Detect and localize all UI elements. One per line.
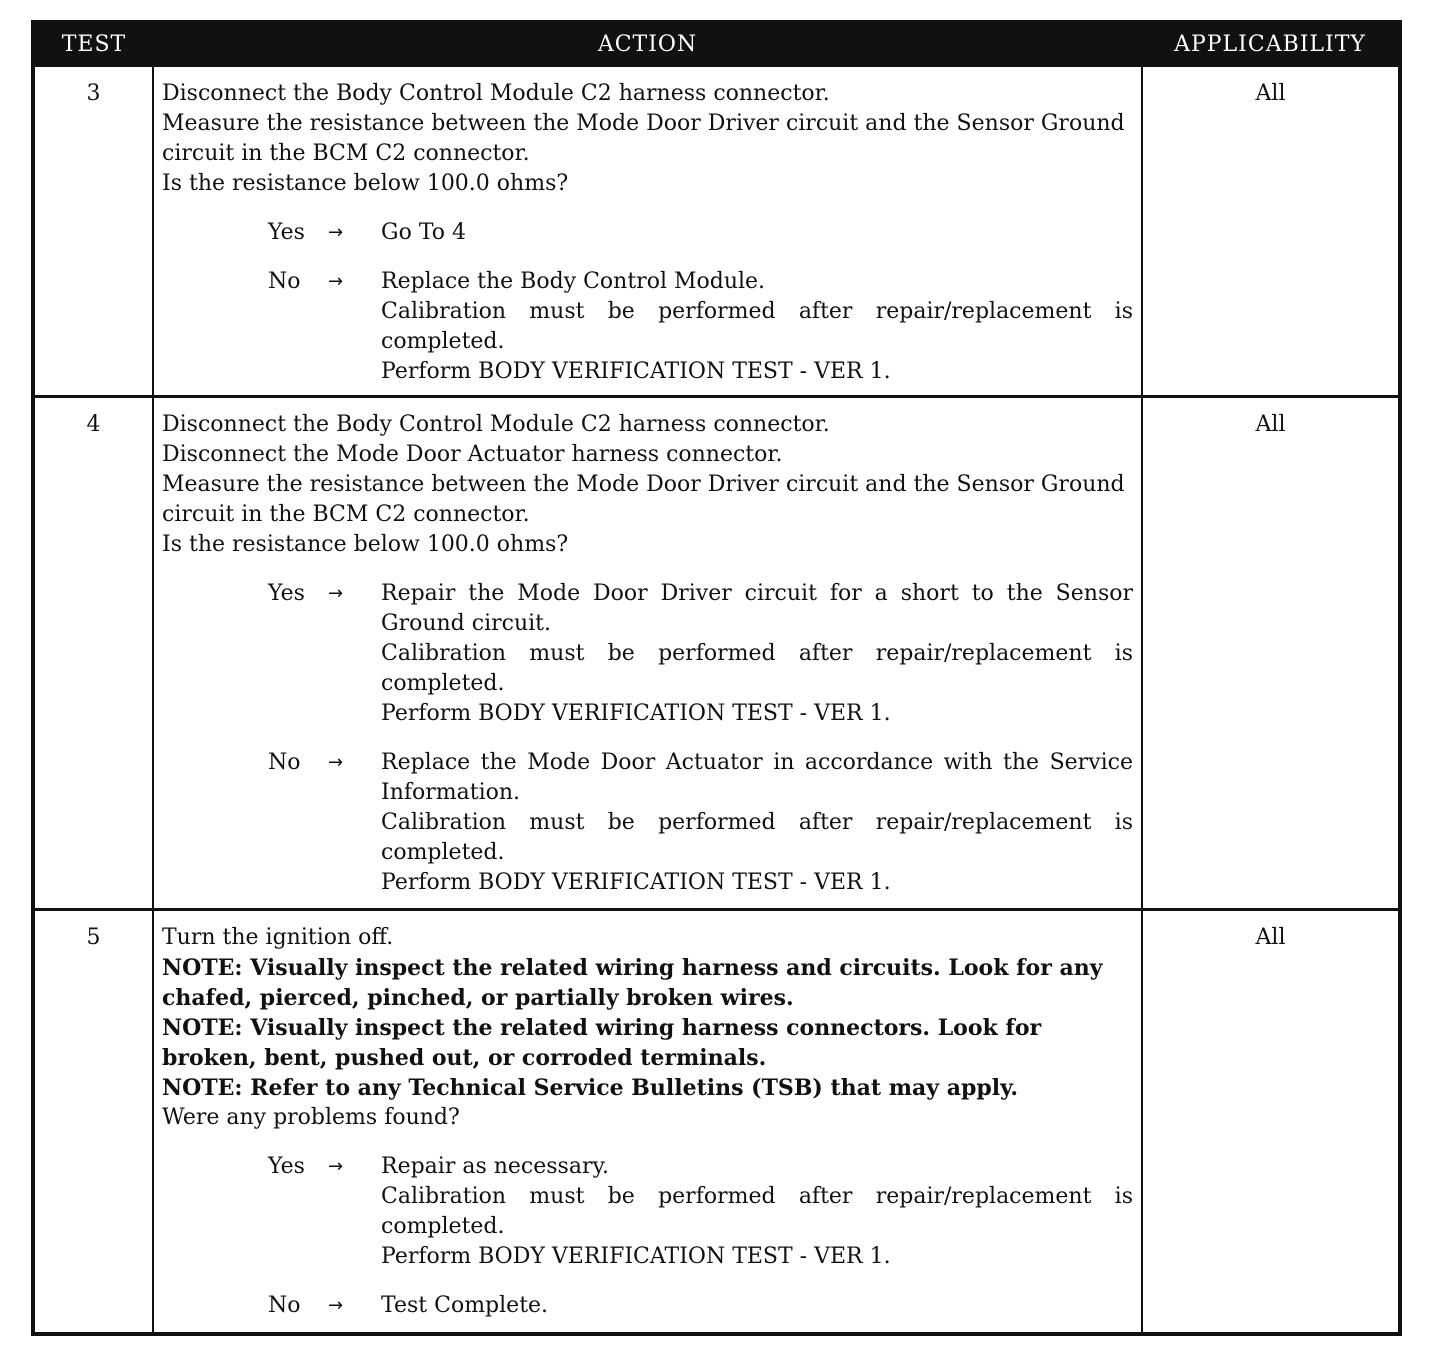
action-cell (153, 397, 1142, 910)
header-test: TEST (33, 22, 153, 66)
header-applicability: APPLICABILITY (1142, 22, 1400, 66)
branch-step: Go To 4 (381, 220, 467, 245)
no-branch (268, 267, 1133, 387)
action-cell (153, 66, 1142, 397)
branch-step: Perform BODY VERIFICATION TEST - VER 1. (381, 701, 891, 726)
no-branch (268, 748, 1133, 898)
action-line: Is the resistance below 100.0 ohms? (162, 532, 569, 557)
no-steps (381, 748, 1133, 898)
branch-step: Repair as necessary. (381, 1154, 609, 1179)
note-text: NOTE: Refer to any Technical Service Bulletins (TSB) that may apply. (162, 1075, 1018, 1101)
arrow-right-icon: → (328, 1156, 344, 1177)
diagnostic-test-table (31, 20, 1402, 1336)
branch-step: Replace the Mode Door Actuator in accordance with the Service Information. (381, 750, 1133, 805)
diagnostic-procedure-page (31, 20, 1398, 1336)
table-row (33, 910, 1400, 1334)
test-number: 5 (33, 910, 153, 1334)
arrow-right-icon: → (328, 271, 344, 292)
branch-step: Perform BODY VERIFICATION TEST - VER 1. (381, 359, 891, 384)
yes-branch (268, 1152, 1133, 1272)
arrow-right-icon: → (328, 1295, 344, 1316)
no-label: No (268, 269, 301, 294)
no-branch (268, 1291, 1133, 1321)
action-line: Measure the resistance between the Mode Door Driver circuit and the Sensor Ground circuit in the BCM C2 connector. (162, 111, 1125, 166)
branch-step: Replace the Body Control Module. (381, 269, 766, 294)
yes-label: Yes (268, 1154, 305, 1179)
yes-branch (268, 218, 1133, 248)
note-text: NOTE: Visually inspect the related wiring harness connectors. Look for broken, bent, pushed out, or corroded terminals. (162, 1015, 1042, 1071)
action-question: Were any problems found? (162, 1105, 460, 1130)
table-row (33, 66, 1400, 397)
action-line: Is the resistance below 100.0 ohms? (162, 171, 569, 196)
branch-step: Repair the Mode Door Driver circuit for a short to the Sensor Ground circuit. (381, 581, 1133, 636)
branch-step: Calibration must be performed after repair/replacement is completed. (381, 299, 1133, 354)
yes-label: Yes (268, 220, 305, 245)
action-line: Disconnect the Mode Door Actuator harness connector. (162, 442, 783, 467)
test-number: 3 (33, 66, 153, 397)
branch-step: Perform BODY VERIFICATION TEST - VER 1. (381, 1244, 891, 1269)
table-row (33, 397, 1400, 910)
note-text: NOTE: Visually inspect the related wiring harness and circuits. Look for any chafed, pierced, pinched, or partially broken wires. (162, 955, 1103, 1011)
no-steps (381, 1291, 1133, 1321)
no-label: No (268, 1293, 301, 1318)
header-row (33, 22, 1400, 66)
action-line: Measure the resistance between the Mode Door Driver circuit and the Sensor Ground circuit in the BCM C2 connector. (162, 472, 1125, 527)
branch-step: Perform BODY VERIFICATION TEST - VER 1. (381, 870, 891, 895)
yes-steps (381, 579, 1133, 729)
applicability-cell: All (1142, 66, 1400, 397)
branch-step: Test Complete. (381, 1293, 549, 1318)
action-cell (153, 910, 1142, 1334)
applicability-cell: All (1142, 397, 1400, 910)
yes-steps (381, 218, 1133, 248)
applicability-cell: All (1142, 910, 1400, 1334)
arrow-right-icon: → (328, 222, 344, 243)
action-line: Disconnect the Body Control Module C2 harness connector. (162, 81, 830, 106)
branch-step: Calibration must be performed after repair/replacement is completed. (381, 810, 1133, 865)
test-number: 4 (33, 397, 153, 910)
branch-step: Calibration must be performed after repair/replacement is completed. (381, 641, 1133, 696)
arrow-right-icon: → (328, 583, 344, 604)
branch-step: Calibration must be performed after repair/replacement is completed. (381, 1184, 1133, 1239)
action-line: Disconnect the Body Control Module C2 harness connector. (162, 412, 830, 437)
no-label: No (268, 750, 301, 775)
yes-steps (381, 1152, 1133, 1272)
action-line: Turn the ignition off. (162, 925, 394, 950)
arrow-right-icon: → (328, 752, 344, 773)
yes-branch (268, 579, 1133, 729)
yes-label: Yes (268, 581, 305, 606)
header-action: ACTION (153, 22, 1142, 66)
no-steps (381, 267, 1133, 387)
